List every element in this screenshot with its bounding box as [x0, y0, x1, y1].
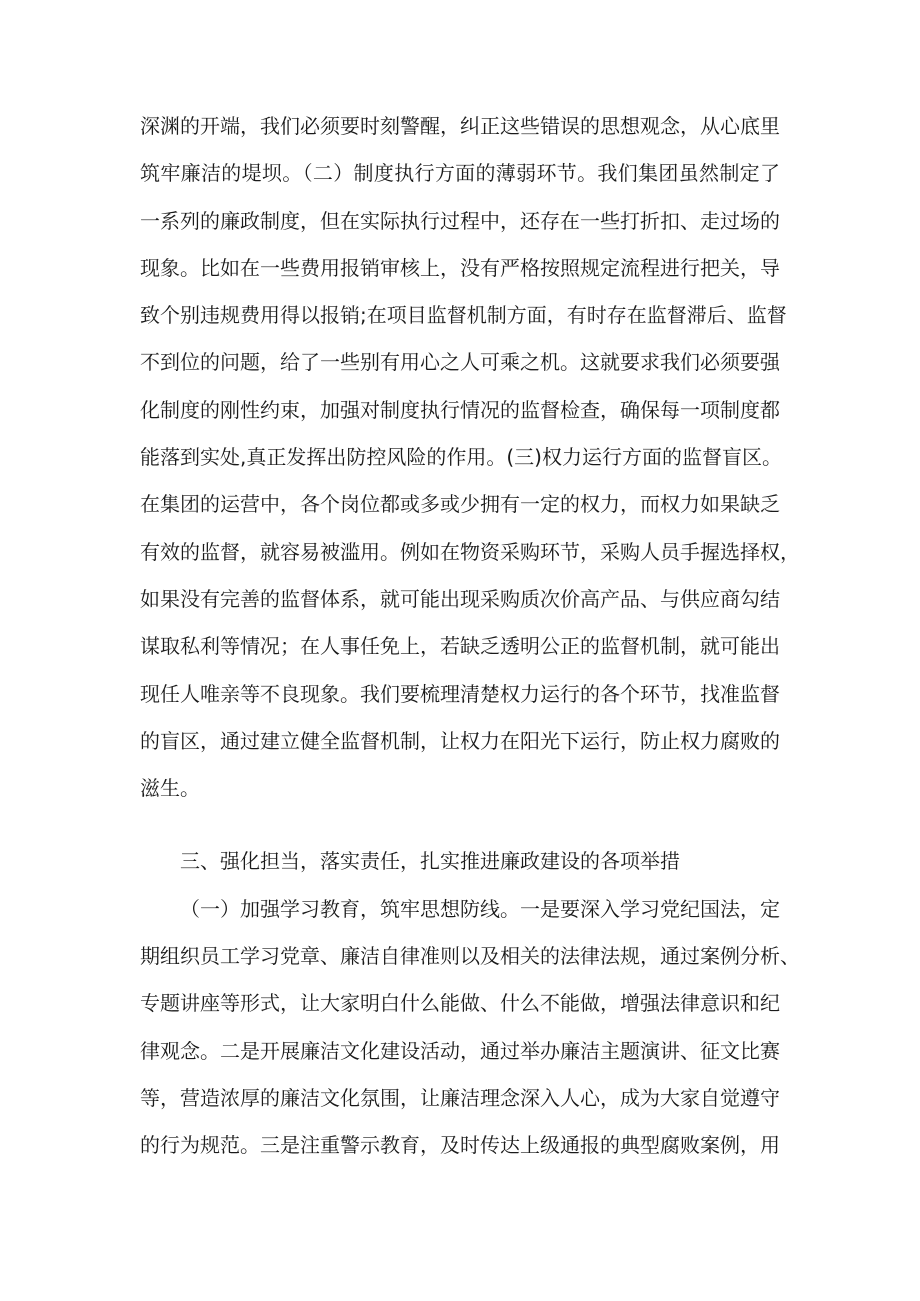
- text-line: 能落到实处,真正发挥出防控风险的作用。(三)权力运行方面的监督盲区。: [140, 445, 782, 470]
- text-line: 在集团的运营中，各个岗位都或多或少拥有一定的权力，而权力如果缺乏: [140, 492, 780, 517]
- paragraph-2: [140, 886, 800, 1170]
- text-line: 深渊的开端，我们必须要时刻警醒，纠正这些错误的思想观念，从心底里: [140, 114, 780, 138]
- text-line: （一）加强学习教育，筑牢思想防线。一是要深入学习党纪国法，定: [180, 896, 780, 921]
- text-line: 期组织员工学习党章、廉洁自律准则以及相关的法律法规，通过案例分析、: [140, 944, 800, 969]
- paragraph-gap: [140, 812, 780, 838]
- section-heading: 三、强化担当，落实责任，扎实推进廉政建设的各项举措: [180, 849, 680, 874]
- text-line: 的盲区，通过建立健全监督机制，让权力在阳光下运行，防止权力腐败的: [140, 728, 780, 753]
- document-body: [140, 103, 800, 1170]
- text-line: 有效的监督，就容易被滥用。例如在物资采购环节，采购人员手握选择权，: [140, 539, 800, 564]
- text-line: 如果没有完善的监督体系，就可能出现采购质次价高产品、与供应商勾结: [140, 586, 780, 611]
- text-line: 化制度的刚性约束，加强对制度执行情况的监督检查，确保每一项制度都: [140, 397, 780, 422]
- text-line: 筑牢廉洁的堤坝。（二）制度执行方面的薄弱环节。我们集团虽然制定了: [140, 161, 780, 186]
- text-line: 现任人唯亲等不良现象。我们要梳理清楚权力运行的各个环节，找准监督: [140, 681, 780, 706]
- text-line: 不到位的问题，给了一些别有用心之人可乘之机。这就要求我们必须要强: [140, 350, 780, 375]
- text-line: 滋生。: [140, 776, 200, 801]
- paragraph-1: [140, 103, 800, 812]
- text-line: 致个别违规费用得以报销;在项目监督机制方面，有时存在监督滞后、监督: [140, 303, 787, 328]
- text-line: 一系列的廉政制度，但在实际执行过程中，还存在一些打折扣、走过场的: [140, 208, 780, 233]
- text-line: 谋取私利等情况；在人事任免上，若缺乏透明公正的监督机制，就可能出: [140, 634, 780, 659]
- text-line: 等，营造浓厚的廉洁文化氛围，让廉洁理念深入人心，成为大家自觉遵守: [140, 1085, 780, 1110]
- text-line: 的行为规范。三是注重警示教育，及时传达上级通报的典型腐败案例，用: [140, 1133, 780, 1158]
- text-line: 专题讲座等形式，让大家明白什么能做、什么不能做，增强法律意识和纪: [140, 991, 780, 1016]
- text-line: 现象。比如在一些费用报销审核上，没有严格按照规定流程进行把关，导: [140, 255, 780, 280]
- text-line: 律观念。二是开展廉洁文化建设活动，通过举办廉洁主题演讲、征文比赛: [140, 1038, 780, 1063]
